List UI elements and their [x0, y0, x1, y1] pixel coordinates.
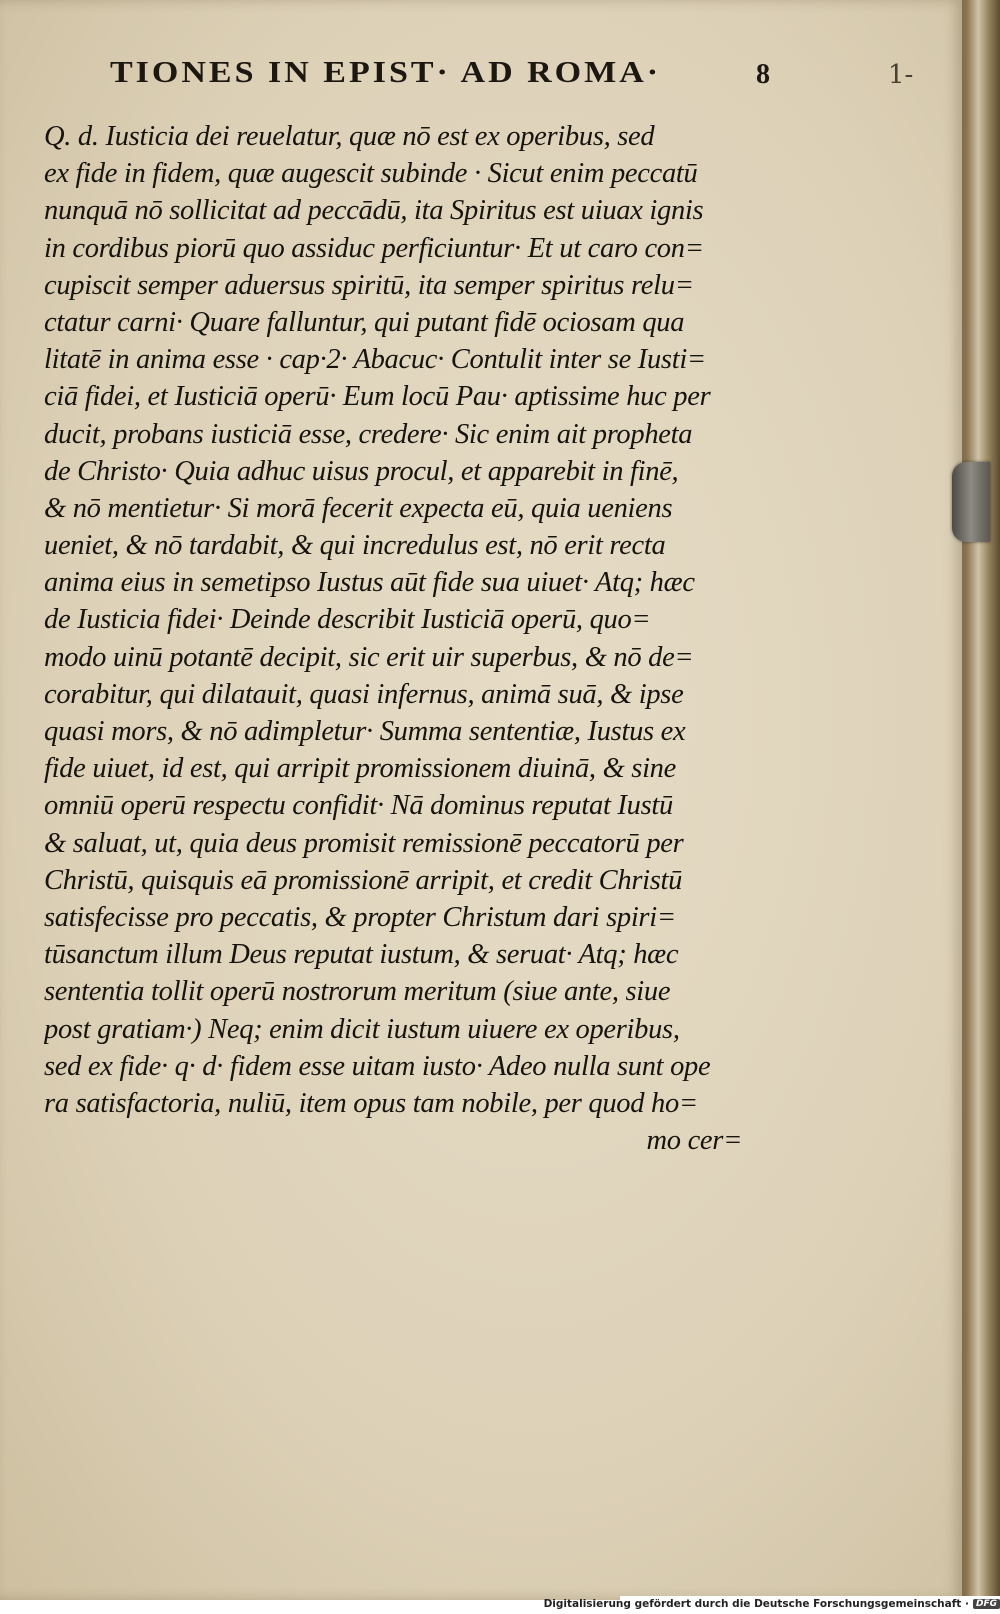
text-line: Q. d. Iusticia dei reuelatur, quæ nō est ex operibus, sed — [44, 121, 655, 152]
text-line: sententia tollit operū nostrorum meritum (siue ante, siue — [44, 976, 671, 1008]
text-line: anima eius in semetipso Iustus aūt fide sua uiuet· Atq; hæc — [44, 567, 695, 599]
text-line: de Christo· Quia adhuc uisus procul, et apparebit in finē, — [44, 455, 679, 487]
text-line: modo uinū potantē decipit, sic erit uir superbus, & nō de= — [44, 641, 694, 673]
text-line: in cordibus piorū quo assiduc perficiuntur· Et ut caro con= — [44, 232, 704, 264]
running-head: TIONES IN EPIST· AD ROMA· — [110, 55, 662, 90]
dfg-logo: DFG — [973, 1599, 1000, 1609]
text-line: & nō mentietur· Si morā fecerit expecta eū, quia ueniens — [44, 492, 673, 524]
folio-number: 8 — [756, 59, 770, 90]
text-line: ctatur carni· Quare falluntur, qui putant fidē ociosam qua — [44, 306, 685, 338]
catchword: mo cer= — [646, 1125, 742, 1157]
text-line: corabitur, qui dilatauit, quasi infernus, animā suā, & ipse — [44, 678, 684, 710]
text-line: cupiscit semper aduersus spiritū, ita semper spiritus relu= — [44, 269, 694, 301]
text-line: sed ex fide· q· d· fidem esse uitam iusto· Adeo nulla sunt ope — [44, 1050, 711, 1082]
text-line: satisfecisse pro peccatis, & propter Christum dari spiri= — [44, 901, 676, 933]
text-line: omniū operū respectu confidit· Nā dominus reputat Iustū — [44, 790, 673, 822]
body-text — [44, 118, 744, 1159]
page-header — [110, 54, 770, 102]
book-clasp — [952, 462, 990, 542]
text-line: quasi mors, & nō adimpletur· Summa sententiæ, Iustus ex — [44, 716, 686, 747]
text-line: Christū, quisquis eā promissionē arripit, et credit Christū — [44, 864, 683, 896]
text-line: & saluat, ut, quia deus promisit remissionē peccatorū per — [44, 827, 684, 859]
text-line: fide uiuet, id est, qui arripit promissionem diuinā, & sine — [44, 753, 676, 785]
text-line: ex fide in fidem, quæ augescit subinde · Sicut enim peccatū — [44, 158, 698, 190]
margin-note: 1- — [888, 60, 914, 90]
text-line: ciā fidei, et Iusticiā operū· Eum locū Pau· aptissime huc per — [44, 381, 711, 413]
text-line: ducit, probans iusticiā esse, credere· Sic enim ait propheta — [44, 418, 693, 450]
text-line: nunquā nō sollicitat ad peccādū, ita Spiritus est uiuax ignis — [44, 195, 704, 227]
text-line: litatē in anima esse · cap·2· Abacuc· Contulit inter se Iusti= — [44, 344, 706, 376]
digitization-credit — [543, 1596, 1000, 1612]
credit-text: Digitalisierung gefördert durch die Deutsche Forschungsgemeinschaft · — [543, 1598, 969, 1610]
text-line: tūsanctum illum Deus reputat iustum, & seruat· Atq; hæc — [44, 939, 679, 971]
text-line: ueniet, & nō tardabit, & qui incredulus est, nō erit recta — [44, 530, 666, 562]
text-line: de Iusticia fidei· Deinde describit Iusticiā operū, quo= — [44, 604, 651, 636]
text-line: post gratiam·) Neq; enim dicit iustum uiuere ex operibus, — [44, 1013, 680, 1045]
text-line: ra satisfactoria, nuliū, item opus tam nobile, per quod ho= — [44, 1087, 698, 1119]
